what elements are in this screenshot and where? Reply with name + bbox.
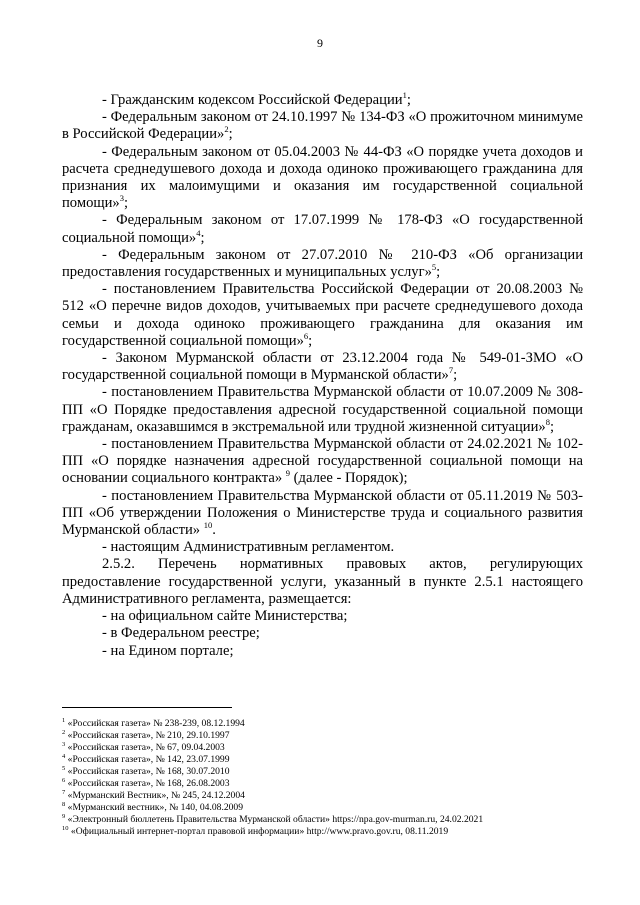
paragraph: - Гражданским кодексом Российской Федерации$^1$;: [102, 90, 411, 108]
footnote-ref: 1: [402, 90, 407, 101]
footnote-ref: 10: [203, 520, 213, 531]
paragraph: - постановлением Правительства Мурманской области от 24.02.2021 № 102-ПП «О порядке назначения адресной государственной социальной помощи на основании социального контракта» $^9$ (далее - Порядок);: [62, 436, 583, 487]
footnote: $^1$ «Российская газета» № 238-239, 08.12.1994: [62, 716, 245, 729]
paragraph: - на Едином портале;: [102, 642, 234, 659]
paragraph: - Законом Мурманской области от 23.12.2004 года № 549-01-ЗМО «О государственной социальной помощи в Мурманской области»$^7$;: [62, 350, 583, 384]
paragraph: - Федеральным законом от 17.07.1999 № 178-ФЗ «О государственной социальной помощи»$^4$;: [62, 212, 583, 246]
footnotes: [62, 718, 583, 838]
footnote-ref: 9: [285, 468, 291, 479]
footnote-ref: 3: [119, 193, 124, 204]
paragraph: - настоящим Административным регламентом.: [102, 539, 395, 556]
footnote: $^8$ «Мурманский вестник», № 140, 04.08.2009: [62, 800, 244, 813]
paragraph: - Федеральным законом от 24.10.1997 № 134-ФЗ «О прожиточном минимуме в Российской Федерации»$^2$;: [62, 109, 583, 143]
footnote: $^9$ «Электронный бюллетень Правительства Мурманской области» https://npa.gov-murman.ru, 24.02.2021: [62, 812, 484, 825]
paragraph: - постановлением Правительства Мурманской области от 05.11.2019 № 503-ПП «Об утверждении Положения о Министерстве труда и социального развития Мурманской области» $^{10}$.: [62, 487, 583, 539]
paragraph: - в Федеральном реестре;: [102, 625, 260, 642]
footnote-ref: 5: [431, 262, 437, 273]
footnote-ref: 8: [545, 417, 550, 427]
page-number: 9: [317, 36, 323, 50]
footnote: $^4$ «Российская газета», № 142, 23.07.1999: [62, 752, 230, 765]
footnote-ref: 6: [303, 330, 309, 341]
footnote: $^6$ «Российская газета», № 168, 26.08.2003: [62, 776, 230, 789]
paragraph: - на официальном сайте Министерства;: [102, 608, 348, 625]
footnote: $^{10}$ «Официальный интернет-портал правовой информации» http://www.pravo.gov.ru, 08.11.2019: [62, 824, 449, 837]
footnote-ref: 2: [224, 124, 229, 135]
footnote-ref: 7: [448, 365, 454, 376]
paragraph: 2.5.2. Перечень нормативных правовых актов, регулирующих предоставление государственной услуги, указанный в пункте 2.5.1 настоящего Административного регламента, размещается:: [62, 556, 583, 607]
footnote-ref: 4: [196, 227, 201, 238]
footnote: $^2$ «Российская газета», № 210, 29.10.1997: [62, 728, 230, 741]
footnote: $^5$ «Российская газета», № 168, 30.07.2010: [62, 764, 230, 777]
paragraph: - постановлением Правительства Российской Федерации от 20.08.2003 № 512 «О перечне видов доходов, учитываемых при расчете среднедушевого дохода семьи и дохода одиноко проживающего гражданина для оказания им государственной социальной помощи»$^6$;: [62, 281, 583, 349]
footnote-separator: [62, 707, 232, 708]
paragraph: - постановлением Правительства Мурманской области от 10.07.2009 № 308-ПП «О Порядке предоставления адресной государственной социальной помощи гражданам, оказавшимся в экстремальной или трудной жизненной ситуации»$^8$;: [62, 384, 583, 435]
footnote: $^7$ «Мурманский Вестник», № 245, 24.12.2004: [62, 788, 245, 801]
body-text: [62, 92, 583, 660]
footnote: $^3$ «Российская газета», № 67, 09.04.2003: [62, 740, 225, 753]
paragraph: - Федеральным законом от 05.04.2003 № 44-ФЗ «О порядке учета доходов и расчета среднедушевого дохода и дохода одиноко проживающего гражданина для признания их малоимущими и оказания им государственной социальной помощи»$^3$;: [62, 143, 583, 212]
paragraph: - Федеральным законом от 27.07.2010 № 210-ФЗ «Об организации предоставления государственных и муниципальных услуг»$^5$;: [62, 246, 583, 281]
